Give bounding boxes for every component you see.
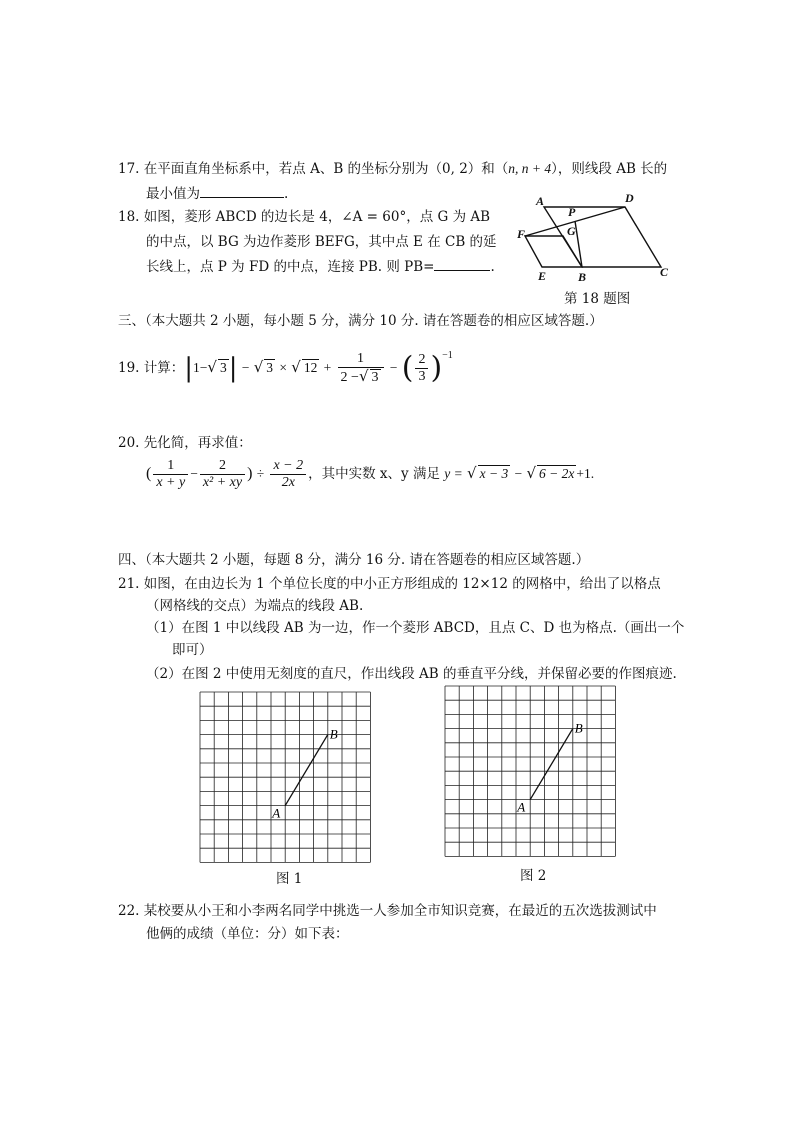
q21-text1: 如图，在由边长为 1 个单位长度的中小正方形组成的 12×12 的网格中，给出了以格点 xyxy=(143,576,661,592)
q17-line2 xyxy=(146,185,288,203)
q19-exponent: −1 xyxy=(442,350,453,361)
q22-line2: 他俩的成绩（单位：分）如下表： xyxy=(146,926,349,942)
q20-frac3 xyxy=(270,458,306,491)
q19-minus1: − xyxy=(199,360,208,375)
q22-number: 22. xyxy=(118,903,140,919)
fig2-label-a: A xyxy=(517,799,526,815)
q20-frac1 xyxy=(153,458,188,491)
q19-two: 2 xyxy=(415,352,428,369)
q19-two-thirds xyxy=(415,352,428,385)
q19-one: 1 xyxy=(193,360,200,375)
q19-plus: + xyxy=(323,360,332,375)
q19-three: 3 xyxy=(418,369,426,384)
segment-ab-fig2 xyxy=(530,729,573,800)
q18-line2 xyxy=(146,233,497,251)
q18-number: 18. xyxy=(118,209,140,225)
q19-label: 计算： xyxy=(143,360,185,376)
q21-part1: （1）在图 1 中以线段 AB 为一边，作一个菱形 ABCD，且点 C、D 也为格点.（画出一个 xyxy=(146,620,685,636)
grid-figure-2 xyxy=(443,684,623,858)
q19-sqrt3-a: 3 xyxy=(219,360,227,375)
q20-frac2-num: 2 xyxy=(200,458,245,475)
fig18-label-c: C xyxy=(660,265,669,279)
segment-ab-fig1 xyxy=(285,735,328,806)
q20-label: 先化简，再求值： xyxy=(143,435,252,451)
fig18-label-e: E xyxy=(538,269,547,283)
q20-frac3-num: x − 2 xyxy=(270,458,306,475)
q17-period: . xyxy=(284,186,289,202)
q18-answer-blank[interactable] xyxy=(434,258,490,271)
q17-coord: n, n + 4 xyxy=(508,161,552,176)
fig18-label-p: P xyxy=(568,205,576,219)
q19-sqrt3-b: 3 xyxy=(266,360,274,375)
q20-lparen: ( xyxy=(146,465,152,482)
q18-text1: 如图，菱形 ABCD 的边长是 4，∠A = 60°，点 G 为 AB xyxy=(143,209,491,225)
q18-line3 xyxy=(146,258,495,276)
q19-minus2: − xyxy=(241,360,250,375)
q20-frac1-num: 1 xyxy=(153,458,188,475)
q17-text-b: ），则线段 AB 长的 xyxy=(551,161,668,177)
q20-plus-one: +1. xyxy=(576,466,595,481)
q21-line2: （网格线的交点）为端点的线段 AB. xyxy=(146,598,364,614)
q20-y-eq: y = xyxy=(444,466,463,481)
q20-minus: − xyxy=(190,466,198,481)
fig18-label-g: G xyxy=(567,224,576,238)
q20-line1 xyxy=(118,434,252,452)
fig18-label-d: D xyxy=(625,191,634,205)
q20-number: 20. xyxy=(118,435,140,451)
q21-line1 xyxy=(118,575,661,593)
q17-min-label: 最小值为 xyxy=(146,186,200,202)
q22-text1: 某校要从小王和小李两名同学中挑选一人参加全市知识竞赛，在最近的五次选拔测试中 xyxy=(143,903,657,919)
q17-number: 17. xyxy=(118,161,140,177)
q20-frac1-den: x + y xyxy=(156,475,186,490)
q19-sqrt12: 12 xyxy=(303,360,318,375)
q22-line1 xyxy=(118,902,657,920)
q20-radicand1: x − 3 xyxy=(479,466,509,481)
q18-text2: 的中点，以 BG 为边作菱形 BEFG，其中点 E 在 CB 的延 xyxy=(146,234,497,250)
fig18-label-f: F xyxy=(517,227,526,241)
q19-times: × xyxy=(279,360,287,375)
q21-part2: （2）在图 2 中使用无刻度的直尺，作出线段 AB 的垂直平分线，并保留必要的作图痕迹. xyxy=(146,666,677,682)
q20-frac2-den: x² + xy xyxy=(202,475,243,490)
q18-line1 xyxy=(118,208,490,226)
rhombus-befg xyxy=(525,236,582,267)
q20-expression: ( $\frac{1}{x + y}$ − $\frac{2}{\text{x² + xy}}$ ) ÷ $\frac{x - 2}{2x}$ ，其中实数 x、y 满足 y = √ x − 3 − √ 6 − 2x +1. xyxy=(146,458,595,490)
q17-line1 xyxy=(118,160,667,178)
fig2-caption: 图 2 xyxy=(520,868,547,884)
q18-figure-caption: 第 18 题图 xyxy=(564,291,631,307)
q21-part1-cont: 即可） xyxy=(172,642,213,658)
q19-frac-num: 1 xyxy=(338,351,384,368)
q18-rhombus-figure xyxy=(512,190,677,288)
rhombus-abcd xyxy=(544,207,661,267)
q20-minus2: − xyxy=(514,466,523,481)
q20-condition-text: ，其中实数 x、y 满足 xyxy=(308,466,440,482)
fig2-label-b: B xyxy=(574,720,583,736)
q20-rparen: ) xyxy=(247,465,253,482)
fig18-label-b: B xyxy=(578,270,587,284)
grid-figure-1 xyxy=(198,690,378,864)
q18-text3: 长线上，点 P 为 FD 的中点，连接 PB. 则 PB= xyxy=(146,259,435,275)
q19-expression: 19. 计算：|1−√ 3| − √ 3 × √ 12 + $\frac{1}{2 -√ 3}$ − ( $\frac{2}{3}$ )$^{-1}$ xyxy=(118,350,453,386)
q17-answer-blank[interactable] xyxy=(200,185,284,198)
q20-div: ÷ xyxy=(256,466,265,481)
fig1-label-b: B xyxy=(329,726,338,742)
q19-minus3: − xyxy=(389,360,398,375)
q18-period: . xyxy=(490,259,495,275)
section3-heading: 三、（本大题共 2 小题，每小题 5 分，满分 10 分. 请在答题卷的相应区域答题.） xyxy=(118,313,603,329)
q19-frac-den: 2 − xyxy=(340,370,359,385)
q17-text: 在平面直角坐标系中，若点 A、B 的坐标分别为（0, 2）和（ xyxy=(143,161,509,177)
q19-number: 19. xyxy=(118,360,140,376)
fig1-label-a: A xyxy=(272,805,281,821)
q20-frac3-den: 2x xyxy=(281,475,295,490)
q21-number: 21. xyxy=(118,576,140,592)
fig18-label-a: A xyxy=(536,194,545,208)
q20-radicand2: 6 − 2x xyxy=(539,466,575,481)
q20-frac2 xyxy=(200,458,245,491)
fig1-caption: 图 1 xyxy=(276,871,303,887)
q19-fraction: $\frac{1}{2 -√ 3}$ xyxy=(338,351,384,386)
section4-heading: 四、（本大题共 2 小题，每题 8 分，满分 16 分. 请在答题卷的相应区域答题.） xyxy=(118,552,590,568)
q19-frac-sqrt3: 3 xyxy=(371,370,379,385)
